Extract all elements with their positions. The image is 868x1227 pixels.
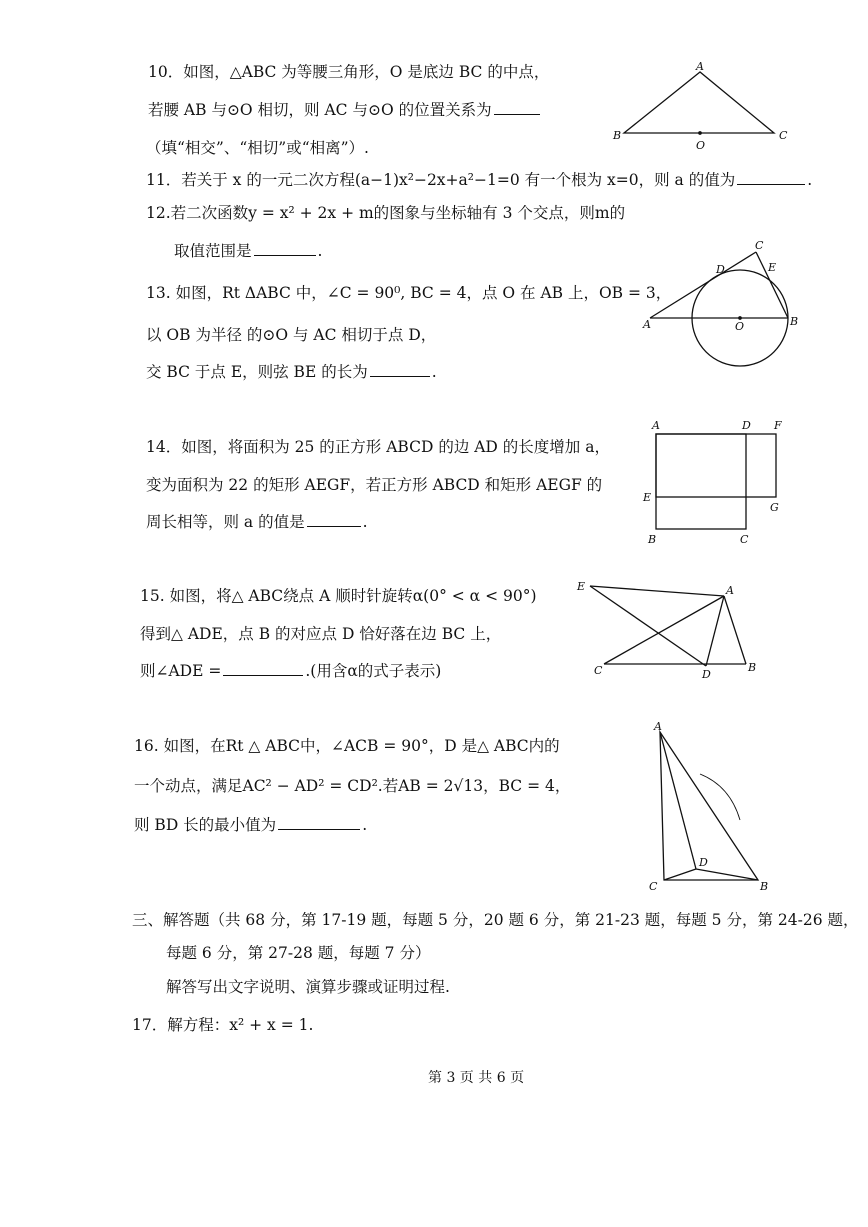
q13-line1: 13. 如图，Rt ΔABC 中，∠C = 90⁰, BC = 4，点 O 在 AB 上，OB = 3， — [146, 284, 672, 302]
q11-line1-text: 11．若关于 x 的一元二次方程(a−1)x²−2x+a²−1=0 有一个根为 x=0，则 a 的值为 — [146, 171, 736, 189]
q14-line1: 14．如图，将面积为 25 的正方形 ABCD 的边 AD 的长度增加 a， — [146, 438, 610, 456]
q12-line1: 12.若二次函数y = x² + 2x + m的图象与坐标轴有 3 个交点，则m的 — [146, 204, 626, 222]
q15-segment-ab — [724, 596, 746, 664]
q14-end: . — [362, 513, 368, 531]
q13-answer-blank — [370, 362, 430, 377]
q16-segment-ad — [660, 732, 696, 869]
q16-line3 — [134, 815, 367, 835]
q13-label-e: E — [768, 261, 777, 274]
q14-rectangle-aegf — [656, 434, 776, 497]
section3-line3: 解答写出文字说明、演算步骤或证明过程. — [166, 978, 450, 996]
q10-label-c: C — [779, 129, 788, 142]
q10-label-a: A — [696, 60, 704, 73]
q16-segment-cd — [664, 869, 696, 880]
q13-label-b: B — [790, 315, 799, 328]
q15-figure — [574, 578, 764, 680]
q16-line2: 一个动点，满足AC² − AD² = CD².若AB = 2√13，BC = 4， — [134, 777, 571, 795]
q14-label-b: B — [648, 533, 657, 546]
q13-line2: 以 OB 为半径 的⊙O 与 AC 相切于点 D， — [146, 326, 437, 344]
page-footer: 第 3 页 共 6 页 — [428, 1070, 525, 1086]
q14-square-abcd — [656, 434, 746, 529]
q13-end: . — [431, 363, 437, 381]
q16-label-d: D — [699, 856, 708, 869]
q15-line3-end: .(用含α的式子表示) — [305, 662, 442, 680]
q12-end: . — [317, 242, 323, 260]
q16-line3-text: 则 BD 长的最小值为 — [134, 816, 277, 834]
q14-figure — [640, 416, 790, 548]
q10-line2-text: 若腰 AB 与⊙O 相切，则 AC 与⊙O 的位置关系为 — [148, 101, 492, 119]
q15-segment-ed — [590, 586, 706, 666]
q16-figure — [646, 718, 776, 896]
q10-line1: 10．如图，△ABC 为等腰三角形，O 是底边 BC 的中点， — [148, 63, 550, 81]
q16-answer-blank — [278, 815, 360, 830]
q13-segment-ac — [650, 252, 756, 318]
q15-segment-ca — [604, 596, 724, 664]
q14-label-a: A — [652, 419, 660, 432]
q14-answer-blank — [307, 512, 361, 527]
q10-line3: （填“相交”、“相切”或“相离”）. — [146, 139, 369, 157]
q10-label-o: O — [696, 139, 706, 152]
q13-label-o: O — [735, 320, 745, 333]
q14-label-c: C — [740, 533, 749, 546]
q16-segment-bd — [696, 869, 758, 880]
q17-line1: 17．解方程：x² + x = 1. — [132, 1016, 314, 1034]
q14-line3-text: 周长相等，则 a 的值是 — [146, 513, 305, 531]
q10-label-b: B — [613, 129, 622, 142]
q16-label-c: C — [649, 880, 658, 893]
q15-answer-blank — [223, 661, 303, 676]
q16-triangle-abc — [660, 732, 758, 880]
q13-label-d: D — [716, 263, 725, 276]
q10-figure — [610, 60, 790, 152]
section3-line1: 三、解答题（共 68 分，第 17-19 题，每题 5 分，20 题 6 分，第 21-23 题，每题 5 分，第 24-26 题， — [132, 911, 859, 929]
q10-triangle — [624, 72, 774, 133]
q13-label-a: A — [643, 318, 651, 331]
q13-point-o — [739, 317, 741, 319]
q13-figure — [640, 238, 810, 374]
q14-label-g: G — [770, 501, 779, 514]
q14-label-d: D — [742, 419, 751, 432]
q15-line3-text: 则∠ADE = — [140, 662, 222, 680]
q15-segment-ad — [706, 596, 724, 666]
q15-line2: 得到△ ADE，点 B 的对应点 D 恰好落在边 BC 上， — [140, 625, 502, 643]
q15-line1: 15. 如图，将△ ABC绕点 A 顺时针旋转α(0° < α < 90°) — [140, 587, 537, 605]
q10-point-o — [699, 132, 701, 134]
q11-end: . — [807, 171, 813, 189]
q16-line1: 16. 如图，在Rt △ ABC中，∠ACB = 90°，D 是△ ABC内的 — [134, 737, 560, 755]
q15-label-c: C — [594, 664, 603, 677]
q16-arc — [700, 774, 740, 820]
q10-line2 — [148, 100, 542, 120]
q15-label-d: D — [702, 668, 711, 681]
q13-line3 — [146, 362, 437, 382]
q14-line2: 变为面积为 22 的矩形 AEGF，若正方形 ABCD 和矩形 AEGF 的 — [146, 476, 603, 494]
q14-line3 — [146, 512, 368, 532]
q12-answer-blank — [254, 241, 316, 256]
q15-segment-ea — [590, 586, 724, 596]
q11-answer-blank — [737, 170, 805, 185]
q13-label-c: C — [755, 239, 764, 252]
q15-label-a: A — [726, 584, 734, 597]
q16-end: . — [362, 816, 368, 834]
q13-line3-text: 交 BC 于点 E，则弦 BE 的长为 — [146, 363, 368, 381]
q11-line1 — [146, 170, 812, 190]
q15-label-e: E — [577, 580, 586, 593]
q10-answer-blank — [494, 100, 540, 115]
q12-line2 — [174, 241, 322, 261]
q14-label-e: E — [643, 491, 652, 504]
q16-label-b: B — [760, 880, 769, 893]
q15-line3 — [140, 661, 441, 681]
q16-label-a: A — [654, 720, 662, 733]
q15-label-b: B — [748, 661, 757, 674]
q12-line2-text: 取值范围是 — [174, 242, 252, 260]
q14-label-f: F — [774, 419, 782, 432]
section3-line2: 每题 6 分，第 27-28 题，每题 7 分） — [166, 944, 431, 962]
